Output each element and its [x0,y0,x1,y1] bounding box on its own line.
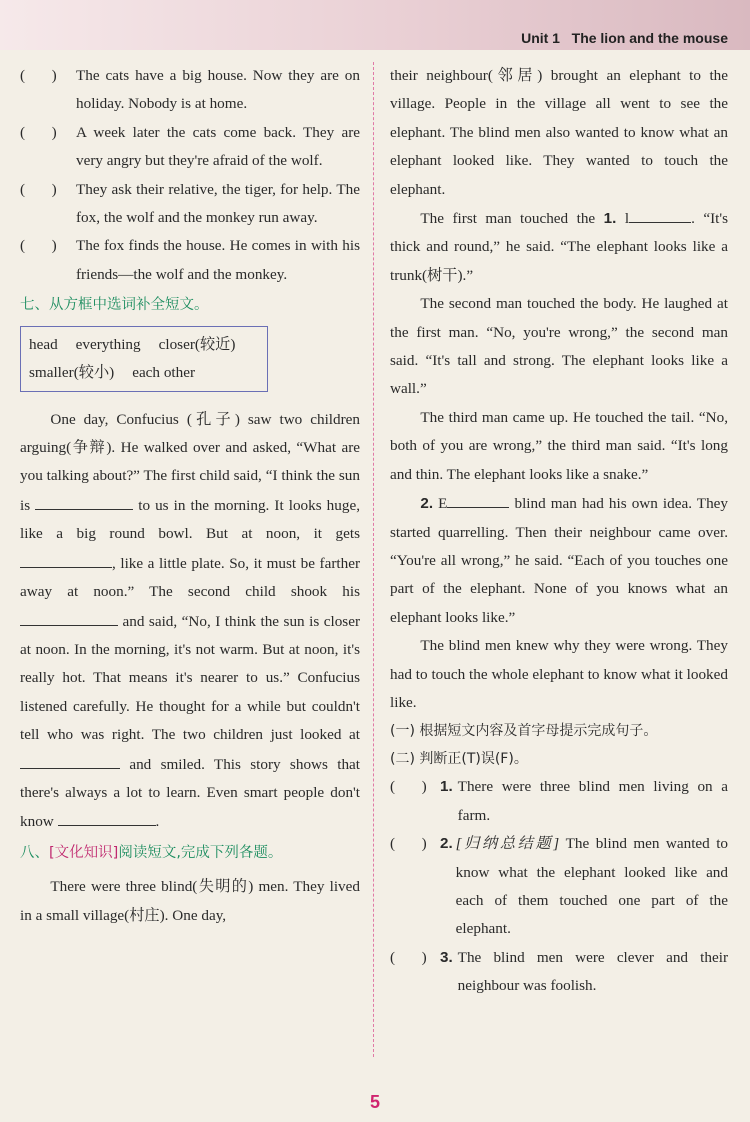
tf-item [390,944,728,1001]
task-2: (二) 判断正(T)误(F)。 [390,751,528,768]
answer-bracket[interactable]: ( ) [20,67,57,84]
passage-text: blind man had his own idea. They started quarrelling. Then their neighbour came over. “You're all wrong,” he said. “Each of you touches one part of the elephant. None of you knows what an elephant looks like.” [390,495,729,626]
blank-5[interactable] [58,807,156,826]
unit-title [521,30,728,46]
hint-letter: E [438,495,448,513]
question-number: 3. [440,948,453,966]
question-number: 2. [440,835,453,853]
summary-tag: [归纳总结题] [455,835,560,853]
section7-title: 七、从方框中选词补全短文。 [20,297,209,314]
page-number: 5 [369,1092,380,1112]
blank-4[interactable] [20,750,120,769]
order-item-text: They ask their relative, the tiger, for help. The fox, the wolf and the monkey run away. [76,180,360,227]
blank-1[interactable] [35,491,133,510]
tf-item [390,830,728,944]
passage-text: One day, Confucius (孔子) saw two children arguing(争辩). He walked over and asked, “What are you talking about?” The first child said, “I think the sun is [20,410,360,514]
task-1: (一) 根据短文内容及首字母提示完成句子。 [390,723,658,740]
passage-text: , like a little plate. So, it must be farther away at noon.” The second child shook his [20,554,360,601]
passage-text: to us in the morning. It looks huge, like a big round bowl. But at noon, it gets [20,496,360,543]
word-option: smaller(较小) [29,363,115,381]
story-paragraph: The second man touched the body. He laughed at the first man. “No, you're wrong,” the second man said. “It's tall and strong. The elephant looks like a wall.” [390,295,728,398]
hint-letter: l [624,210,630,228]
left-column [20,62,360,930]
passage-text: The first man touched the [420,210,596,228]
question-number: 1. [440,778,453,796]
word-option: head [29,335,58,353]
word-box [20,326,268,392]
passage-text: . [155,813,160,831]
passage-text: and smiled. This story shows that there's always a lot to learn. Even smart people don't know [20,755,361,831]
order-item-text: The cats have a big house. Now they are on holiday. Nobody is at home. [76,67,360,113]
section8-instruction: 阅读短文,完成下列各题。 [118,844,283,861]
word-option: everything [75,335,141,353]
column-divider [373,62,374,1057]
passage-text: and said, “No, I think the sun is closer at noon. In the morning, it's not warm. But at noon, it's really hot. That means it's nearer to us.” Confucius listened carefully. He thought for a while but couldn't tell who was right. The two children just looked at [20,612,361,744]
blank-q1[interactable] [629,204,691,223]
blank-2[interactable] [20,549,112,568]
order-item [20,232,360,289]
story-paragraph: The third man came up. He touched the tail. “No, both of you are wrong,” the third man said. “It's long and thin. The elephant looks like a snake.” [390,408,728,483]
story-paragraph [390,489,728,632]
order-item-text: A week later the cats come back. They are very angry but they're afraid of the wolf. [76,123,360,170]
answer-bracket[interactable]: ( ) [20,123,57,141]
unit-label: Unit 1 [521,30,560,46]
word-option: each other [132,363,196,381]
question-number: 2. [420,495,434,513]
blank-q2[interactable] [447,489,509,508]
right-column [390,62,728,1001]
answer-bracket[interactable]: ( ) [20,237,57,255]
story-paragraph: their neighbour(邻居) brought an elephant to the village. People in the village all went to see the elephant. The blind men also wanted to know what an elephant looked like. They wanted to touch the elephant. [390,67,728,198]
story-start: There were three blind(失明的) men. They lived in a small village(村庄). One day, [20,878,360,924]
passage-text: “It's thick and round,” he said. “The elephant looks like a trunk(树干).” [390,210,729,284]
culture-tag: [文化知识] [49,844,119,861]
order-item [20,176,360,233]
order-item [20,119,360,176]
tf-text: There were three blind men living on a farm. [457,778,728,824]
answer-bracket[interactable]: ( ) [390,778,427,796]
section8-number: 八、 [20,844,49,861]
section8-title [20,839,360,867]
word-option: closer(较近) [158,335,236,353]
answer-bracket[interactable]: ( ) [390,835,427,853]
order-item [20,62,360,119]
answer-bracket[interactable]: ( ) [390,948,427,966]
cloze-passage [20,406,360,837]
story-paragraph: The first man touched the 1. l . “It's thick and round,” he said. “The elephant looks like a trunk(树干).” [390,204,728,290]
lesson-title: The lion and the mouse [571,30,728,46]
order-item-text: The fox finds the house. He comes in with his friends—the wolf and the monkey. [76,237,360,283]
page-header [0,0,750,50]
question-number: 1. [603,210,617,228]
blank-3[interactable] [20,607,118,626]
answer-bracket[interactable]: ( ) [20,180,57,198]
tf-text [456,830,728,944]
tf-text-body: The blind men wanted to know what the elephant looked like and each of them touched one part of the elephant. [455,835,729,938]
story-paragraph: The blind men knew why they were wrong. They had to touch the whole elephant to know what it looked like. [390,637,728,711]
tf-item [390,773,728,830]
tf-text: The blind men were clever and their neighbour was foolish. [457,948,728,995]
